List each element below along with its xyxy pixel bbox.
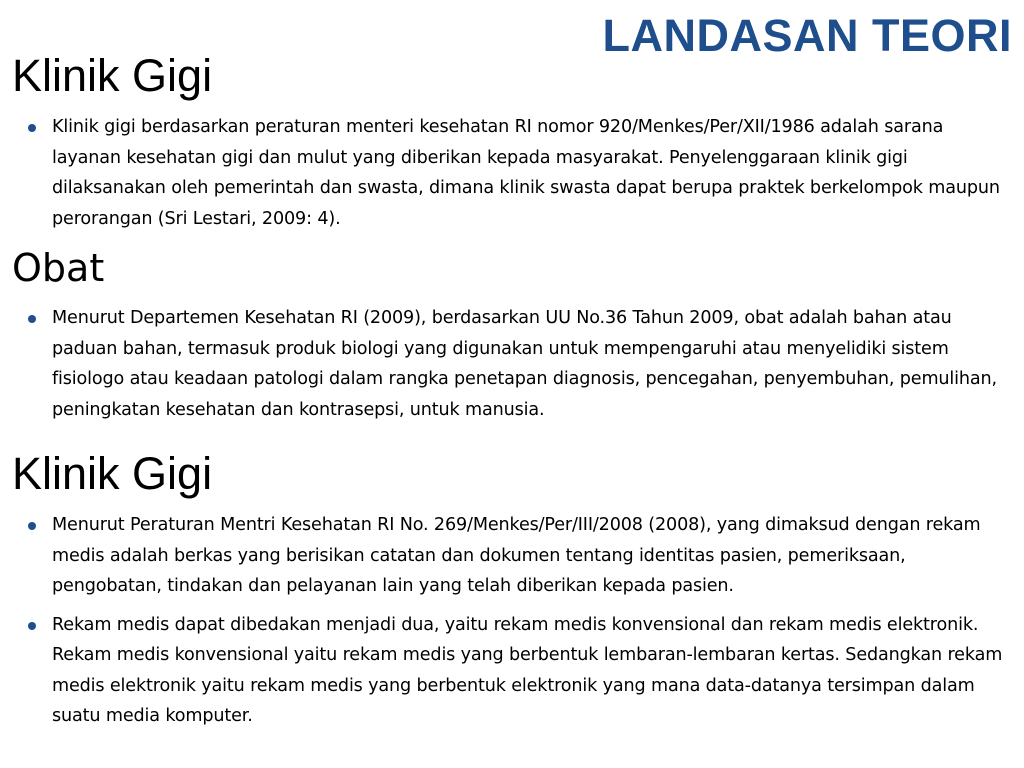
section-heading-klinik-gigi-2: Klinik Gigi (12, 448, 213, 499)
list-item (0, 610, 1016, 732)
bullet-text: Rekam medis dapat dibedakan menjadi dua, yaitu rekam medis konvensional dan rekam medis elektronik. Rekam medis konvensional yaitu rekam medis yang berbentuk lembaran-lembaran kertas. Sedangkan rekam medis elektronik yaitu rekam medis yang berbentuk elektronik yang mana data-datanya tersimpan dalam suatu media komputer. (52, 614, 1003, 726)
section-3-bullet-list (0, 510, 1016, 740)
bullet-icon (28, 622, 36, 630)
list-item (0, 510, 1016, 602)
section-heading-klinik-gigi: Klinik Gigi (12, 50, 213, 101)
bullet-text: Menurut Peraturan Mentri Kesehatan RI No. 269/Menkes/Per/III/2008 (2008), yang dimaksud dengan rekam medis adalah berkas yang berisikan catatan dan dokumen tentang identitas pasien, pemeriksaan, pengobatan, tindakan dan pelayanan lain yang telah diberikan kepada pasien. (52, 515, 981, 596)
list-item (0, 303, 1016, 425)
section-1-bullet-list (0, 112, 1016, 242)
list-item (0, 112, 1016, 234)
slide-title: LANDASAN TEORI (602, 10, 1012, 61)
bullet-icon (28, 315, 36, 323)
section-heading-obat: Obat (12, 246, 105, 290)
section-2-bullet-list (0, 303, 1016, 433)
bullet-icon (28, 124, 36, 132)
bullet-text: Menurut Departemen Kesehatan RI (2009), berdasarkan UU No.36 Tahun 2009, obat adalah bahan atau paduan bahan, termasuk produk biologi yang digunakan untuk mempengaruhi atau menyelidiki sistem fisiologo atau keadaan patologi dalam rangka penetapan diagnosis, pencegahan, penyembuhan, pemulihan, peningkatan kesehatan dan kontrasepsi, untuk manusia. (52, 308, 997, 420)
bullet-text: Klinik gigi berdasarkan peraturan menteri kesehatan RI nomor 920/Menkes/Per/XII/1986 adalah sarana layanan kesehatan gigi dan mulut yang diberikan kepada masyarakat. Penyelenggaraan klinik gigi dilaksanakan oleh pemerintah dan swasta, dimana klinik swasta dapat berupa praktek berkelompok maupun perorangan (Sri Lestari, 2009: 4). (52, 117, 1000, 229)
bullet-icon (28, 522, 36, 530)
